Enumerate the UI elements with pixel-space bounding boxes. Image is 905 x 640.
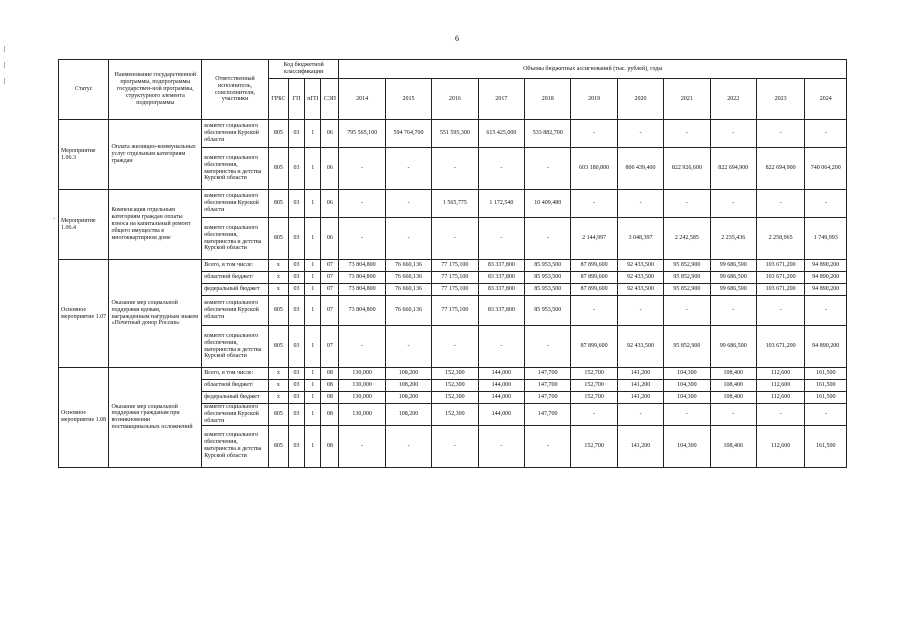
budget-table: [58, 59, 847, 468]
row-value: -: [525, 425, 571, 467]
row-value: 161,500: [805, 368, 847, 380]
row-value: 2 242,585: [664, 218, 710, 260]
row-code-grbs: 805: [268, 148, 288, 190]
row-value: 76 660,136: [385, 272, 431, 284]
row-code-gp: 03: [288, 392, 304, 404]
row-value: 108,400: [710, 425, 756, 467]
row-value: 73 804,800: [339, 272, 385, 284]
table-row: [59, 190, 847, 218]
row-value: 152,700: [571, 368, 617, 380]
row-code-pgp: 1: [305, 190, 321, 218]
header-year: 2023: [756, 79, 804, 120]
row-value: 99 686,500: [710, 326, 756, 368]
row-value: 147,700: [525, 404, 571, 426]
row-code-grbs: 805: [268, 218, 288, 260]
row-code-gp: 03: [288, 272, 304, 284]
row-executor: комитет социального обеспечения Курской области: [202, 120, 269, 148]
row-value: 94 890,200: [805, 272, 847, 284]
row-value: 615 425,000: [478, 120, 524, 148]
row-value: 76 660,136: [385, 260, 431, 272]
row-executor: федеральный бюджет: [202, 284, 269, 296]
row-value: -: [571, 190, 617, 218]
row-code-pgp: 1: [305, 218, 321, 260]
row-value: 85 953,500: [525, 296, 571, 326]
row-value: -: [385, 326, 431, 368]
row-code-grbs: х: [268, 392, 288, 404]
row-value: -: [571, 296, 617, 326]
row-code-pgp: 1: [305, 368, 321, 380]
row-value: 130,000: [339, 368, 385, 380]
row-value: 85 953,500: [525, 284, 571, 296]
header-code-grbs: ГРБС: [268, 79, 288, 120]
row-value: 77 175,100: [432, 296, 478, 326]
row-value: 161,500: [805, 380, 847, 392]
row-code-grbs: х: [268, 368, 288, 380]
row-code-sep: 08: [321, 380, 339, 392]
row-status: Мероприятие 1.06.3: [59, 120, 109, 190]
row-executor: комитет социального обеспечения Курской области: [202, 190, 269, 218]
row-value: 103 671,200: [756, 284, 804, 296]
row-value: -: [756, 120, 804, 148]
row-value: -: [385, 190, 431, 218]
header-code-sep: СЭП: [321, 79, 339, 120]
row-executor: комитет социального обеспечения, материнства и детства Курской области: [202, 218, 269, 260]
row-value: 73 804,800: [339, 284, 385, 296]
row-value: -: [525, 326, 571, 368]
row-code-gp: 03: [288, 260, 304, 272]
row-executor: комитет социального обеспечения, материнства и детства Курской области: [202, 148, 269, 190]
row-value: 152,700: [571, 392, 617, 404]
row-value: 83 337,800: [478, 272, 524, 284]
row-code-grbs: 805: [268, 326, 288, 368]
scan-mark: ·: [53, 215, 56, 223]
row-code-gp: 03: [288, 404, 304, 426]
row-executor: комитет социального обеспечения, материнства и детства Курской области: [202, 425, 269, 467]
row-value: 83 337,800: [478, 260, 524, 272]
row-value: 103 671,200: [756, 260, 804, 272]
row-value: 94 890,200: [805, 284, 847, 296]
row-value: 94 890,200: [805, 326, 847, 368]
row-value: 533 882,700: [525, 120, 571, 148]
row-code-pgp: 1: [305, 120, 321, 148]
row-value: -: [339, 425, 385, 467]
row-value: 85 953,500: [525, 260, 571, 272]
row-value: 104,300: [664, 368, 710, 380]
row-code-sep: 07: [321, 296, 339, 326]
header-year: 2018: [525, 79, 571, 120]
row-value: 1 565,775: [432, 190, 478, 218]
scan-mark: |: [4, 45, 6, 53]
row-value: -: [805, 296, 847, 326]
row-value: 795 565,100: [339, 120, 385, 148]
row-code-gp: 03: [288, 284, 304, 296]
row-value: 152,300: [432, 404, 478, 426]
row-code-pgp: 1: [305, 425, 321, 467]
row-value: 95 852,900: [664, 260, 710, 272]
header-year: 2017: [478, 79, 524, 120]
row-value: -: [710, 296, 756, 326]
row-value: 83 337,800: [478, 284, 524, 296]
row-value: -: [805, 120, 847, 148]
row-value: 152,700: [571, 425, 617, 467]
row-name: Компенсация отдельным категориям граждан оплаты взноса на капитальный ремонт общего имущества в многоквартирном доме: [109, 190, 202, 260]
header-responsible: Ответственный исполнитель, соисполнители, участники: [202, 60, 269, 120]
row-executor: комитет социального обеспечения Курской области: [202, 404, 269, 426]
row-value: 77 175,100: [432, 260, 478, 272]
row-value: -: [805, 190, 847, 218]
row-code-sep: 07: [321, 284, 339, 296]
row-executor: комитет социального обеспечения, материнства и детства Курской области: [202, 326, 269, 368]
row-value: -: [617, 120, 663, 148]
row-value: 141,200: [617, 380, 663, 392]
row-executor: комитет социального обеспечения Курской области: [202, 296, 269, 326]
row-code-gp: 03: [288, 120, 304, 148]
row-value: -: [664, 120, 710, 148]
header-year: 2024: [805, 79, 847, 120]
row-value: 104,300: [664, 392, 710, 404]
row-code-grbs: 805: [268, 120, 288, 148]
row-value: -: [710, 120, 756, 148]
header-year: 2021: [664, 79, 710, 120]
row-value: -: [339, 218, 385, 260]
header-year: 2019: [571, 79, 617, 120]
row-value: 152,300: [432, 392, 478, 404]
row-value: 147,700: [525, 392, 571, 404]
row-value: -: [478, 148, 524, 190]
row-value: -: [617, 404, 663, 426]
row-code-sep: 07: [321, 326, 339, 368]
row-value: 108,200: [385, 380, 431, 392]
row-value: -: [756, 190, 804, 218]
row-code-gp: 03: [288, 425, 304, 467]
row-code-grbs: 805: [268, 190, 288, 218]
row-code-gp: 03: [288, 296, 304, 326]
row-value: 112,600: [756, 392, 804, 404]
row-value: 1 749,993: [805, 218, 847, 260]
row-value: 108,200: [385, 392, 431, 404]
row-value: 603 180,800: [571, 148, 617, 190]
table-row: [59, 260, 847, 272]
row-value: 740 064,200: [805, 148, 847, 190]
row-value: 112,600: [756, 425, 804, 467]
row-code-gp: 03: [288, 368, 304, 380]
row-code-sep: 06: [321, 148, 339, 190]
row-value: 99 686,500: [710, 260, 756, 272]
row-value: -: [339, 148, 385, 190]
row-code-grbs: х: [268, 380, 288, 392]
row-value: 92 433,500: [617, 260, 663, 272]
row-code-grbs: х: [268, 260, 288, 272]
row-value: 112,600: [756, 380, 804, 392]
row-value: 141,200: [617, 368, 663, 380]
row-value: 144,000: [478, 380, 524, 392]
row-value: -: [339, 326, 385, 368]
row-code-sep: 08: [321, 425, 339, 467]
row-value: 130,000: [339, 392, 385, 404]
row-code-gp: 03: [288, 326, 304, 368]
row-value: 92 433,500: [617, 326, 663, 368]
row-value: 108,400: [710, 380, 756, 392]
page-number: 6: [455, 34, 459, 43]
row-code-grbs: 805: [268, 296, 288, 326]
row-value: 73 804,800: [339, 296, 385, 326]
row-value: 108,400: [710, 368, 756, 380]
row-status: Мероприятие 1.06.4: [59, 190, 109, 260]
row-value: -: [710, 190, 756, 218]
row-value: 87 899,600: [571, 272, 617, 284]
row-value: 103 671,200: [756, 326, 804, 368]
row-value: -: [756, 296, 804, 326]
row-value: 144,000: [478, 368, 524, 380]
row-value: -: [664, 190, 710, 218]
row-value: 2 144,997: [571, 218, 617, 260]
row-code-grbs: 805: [268, 425, 288, 467]
row-value: 92 433,500: [617, 272, 663, 284]
row-value: 95 852,900: [664, 326, 710, 368]
row-value: 76 660,136: [385, 284, 431, 296]
row-value: 144,000: [478, 392, 524, 404]
row-value: -: [805, 404, 847, 426]
row-value: -: [385, 218, 431, 260]
row-value: -: [432, 326, 478, 368]
row-value: 104,300: [664, 380, 710, 392]
row-value: 95 852,900: [664, 284, 710, 296]
header-year: 2014: [339, 79, 385, 120]
scan-mark: |: [4, 61, 6, 69]
row-value: 2 235,436: [710, 218, 756, 260]
row-value: 130,000: [339, 380, 385, 392]
row-executor: областной бюджет/: [202, 272, 269, 284]
row-executor: областной бюджет/: [202, 380, 269, 392]
row-value: -: [571, 120, 617, 148]
row-value: 3 048,397: [617, 218, 663, 260]
row-value: -: [478, 218, 524, 260]
row-value: 1 172,540: [478, 190, 524, 218]
row-value: -: [385, 148, 431, 190]
row-code-pgp: 1: [305, 392, 321, 404]
row-code-pgp: 1: [305, 404, 321, 426]
header-name: Наименование государственной программы, подпрограммы государствен-ной программы, структурного элемента подпрограммы: [109, 60, 202, 120]
row-value: 87 899,600: [571, 284, 617, 296]
row-value: 77 175,100: [432, 284, 478, 296]
row-code-pgp: 1: [305, 380, 321, 392]
row-value: -: [385, 425, 431, 467]
row-value: 147,700: [525, 368, 571, 380]
row-value: 76 660,136: [385, 296, 431, 326]
header-code-group: Код бюджетной классификации: [268, 60, 339, 79]
row-value: -: [432, 425, 478, 467]
row-value: -: [432, 218, 478, 260]
row-value: 152,700: [571, 380, 617, 392]
row-code-grbs: 805: [268, 404, 288, 426]
row-code-gp: 03: [288, 380, 304, 392]
row-value: -: [617, 190, 663, 218]
row-code-sep: 06: [321, 190, 339, 218]
header-year: 2022: [710, 79, 756, 120]
row-executor: Всего, в том числе:: [202, 260, 269, 272]
row-value: 87 899,600: [571, 326, 617, 368]
row-value: -: [756, 404, 804, 426]
row-code-pgp: 1: [305, 148, 321, 190]
row-value: -: [478, 326, 524, 368]
row-value: 2 258,965: [756, 218, 804, 260]
row-value: 108,200: [385, 368, 431, 380]
row-value: 108,400: [710, 392, 756, 404]
row-value: 141,200: [617, 392, 663, 404]
row-value: 152,300: [432, 368, 478, 380]
row-code-pgp: 1: [305, 260, 321, 272]
row-value: -: [339, 190, 385, 218]
row-code-pgp: 1: [305, 326, 321, 368]
row-value: 92 433,500: [617, 284, 663, 296]
header-year: 2020: [617, 79, 663, 120]
row-value: 95 852,900: [664, 272, 710, 284]
row-value: 822 694,900: [710, 148, 756, 190]
row-value: -: [664, 404, 710, 426]
row-code-sep: 07: [321, 272, 339, 284]
row-code-gp: 03: [288, 218, 304, 260]
row-value: 594 764,700: [385, 120, 431, 148]
row-value: -: [571, 404, 617, 426]
row-executor: Всего, в том числе:: [202, 368, 269, 380]
row-code-pgp: 1: [305, 272, 321, 284]
row-value: 112,600: [756, 368, 804, 380]
row-value: 147,700: [525, 380, 571, 392]
header-year: 2016: [432, 79, 478, 120]
row-value: 103 671,200: [756, 272, 804, 284]
row-value: -: [478, 425, 524, 467]
header-code-gp: ГП: [288, 79, 304, 120]
row-value: 130,000: [339, 404, 385, 426]
table-row: [59, 368, 847, 380]
row-code-sep: 06: [321, 120, 339, 148]
row-value: -: [432, 148, 478, 190]
row-value: -: [617, 296, 663, 326]
row-code-sep: 08: [321, 368, 339, 380]
row-code-grbs: х: [268, 284, 288, 296]
table-row: [59, 120, 847, 148]
row-value: 99 686,500: [710, 284, 756, 296]
row-value: 10 409,480: [525, 190, 571, 218]
row-value: 144,000: [478, 404, 524, 426]
row-value: 161,500: [805, 392, 847, 404]
row-code-sep: 06: [321, 218, 339, 260]
row-value: -: [525, 148, 571, 190]
header-volumes: Объемы бюджетных ассигнований (тыс. рублей), годы: [339, 60, 847, 79]
row-value: 108,200: [385, 404, 431, 426]
row-code-sep: 08: [321, 392, 339, 404]
row-name: Оплата жилищно-коммунальных услуг отдельным категориям граждан: [109, 120, 202, 190]
row-value: 161,500: [805, 425, 847, 467]
row-status: Основное мероприятие 1.07: [59, 260, 109, 368]
row-code-grbs: х: [268, 272, 288, 284]
header-code-pgp: пГП: [305, 79, 321, 120]
header-status: Статус: [59, 60, 109, 120]
header-year: 2015: [385, 79, 431, 120]
row-value: -: [664, 296, 710, 326]
row-value: 94 890,200: [805, 260, 847, 272]
row-value: 141,200: [617, 425, 663, 467]
row-value: 73 804,800: [339, 260, 385, 272]
row-executor: федеральный бюджет: [202, 392, 269, 404]
row-value: 152,300: [432, 380, 478, 392]
row-name: Оказание мер социальной поддержки вдовам, награжденным нагрудным знаком «Почетный донор России»: [109, 260, 202, 368]
row-value: 99 686,500: [710, 272, 756, 284]
row-name: Оказание мер социальной поддержки гражданам при возникновении поствакцинальных осложнений: [109, 368, 202, 468]
row-value: 85 953,500: [525, 272, 571, 284]
scan-mark: |: [4, 77, 6, 85]
row-status: Основное мероприятие 1.08: [59, 368, 109, 468]
row-value: -: [525, 218, 571, 260]
row-code-sep: 08: [321, 404, 339, 426]
row-value: 551 595,300: [432, 120, 478, 148]
row-value: 822 694,900: [756, 148, 804, 190]
row-code-sep: 07: [321, 260, 339, 272]
row-value: 87 899,600: [571, 260, 617, 272]
row-value: 104,300: [664, 425, 710, 467]
row-value: -: [710, 404, 756, 426]
row-code-gp: 03: [288, 190, 304, 218]
row-code-gp: 03: [288, 148, 304, 190]
row-value: 83 337,800: [478, 296, 524, 326]
row-value: 77 175,100: [432, 272, 478, 284]
row-value: 822 926,600: [664, 148, 710, 190]
row-value: 806 439,400: [617, 148, 663, 190]
row-code-pgp: 1: [305, 296, 321, 326]
row-code-pgp: 1: [305, 284, 321, 296]
